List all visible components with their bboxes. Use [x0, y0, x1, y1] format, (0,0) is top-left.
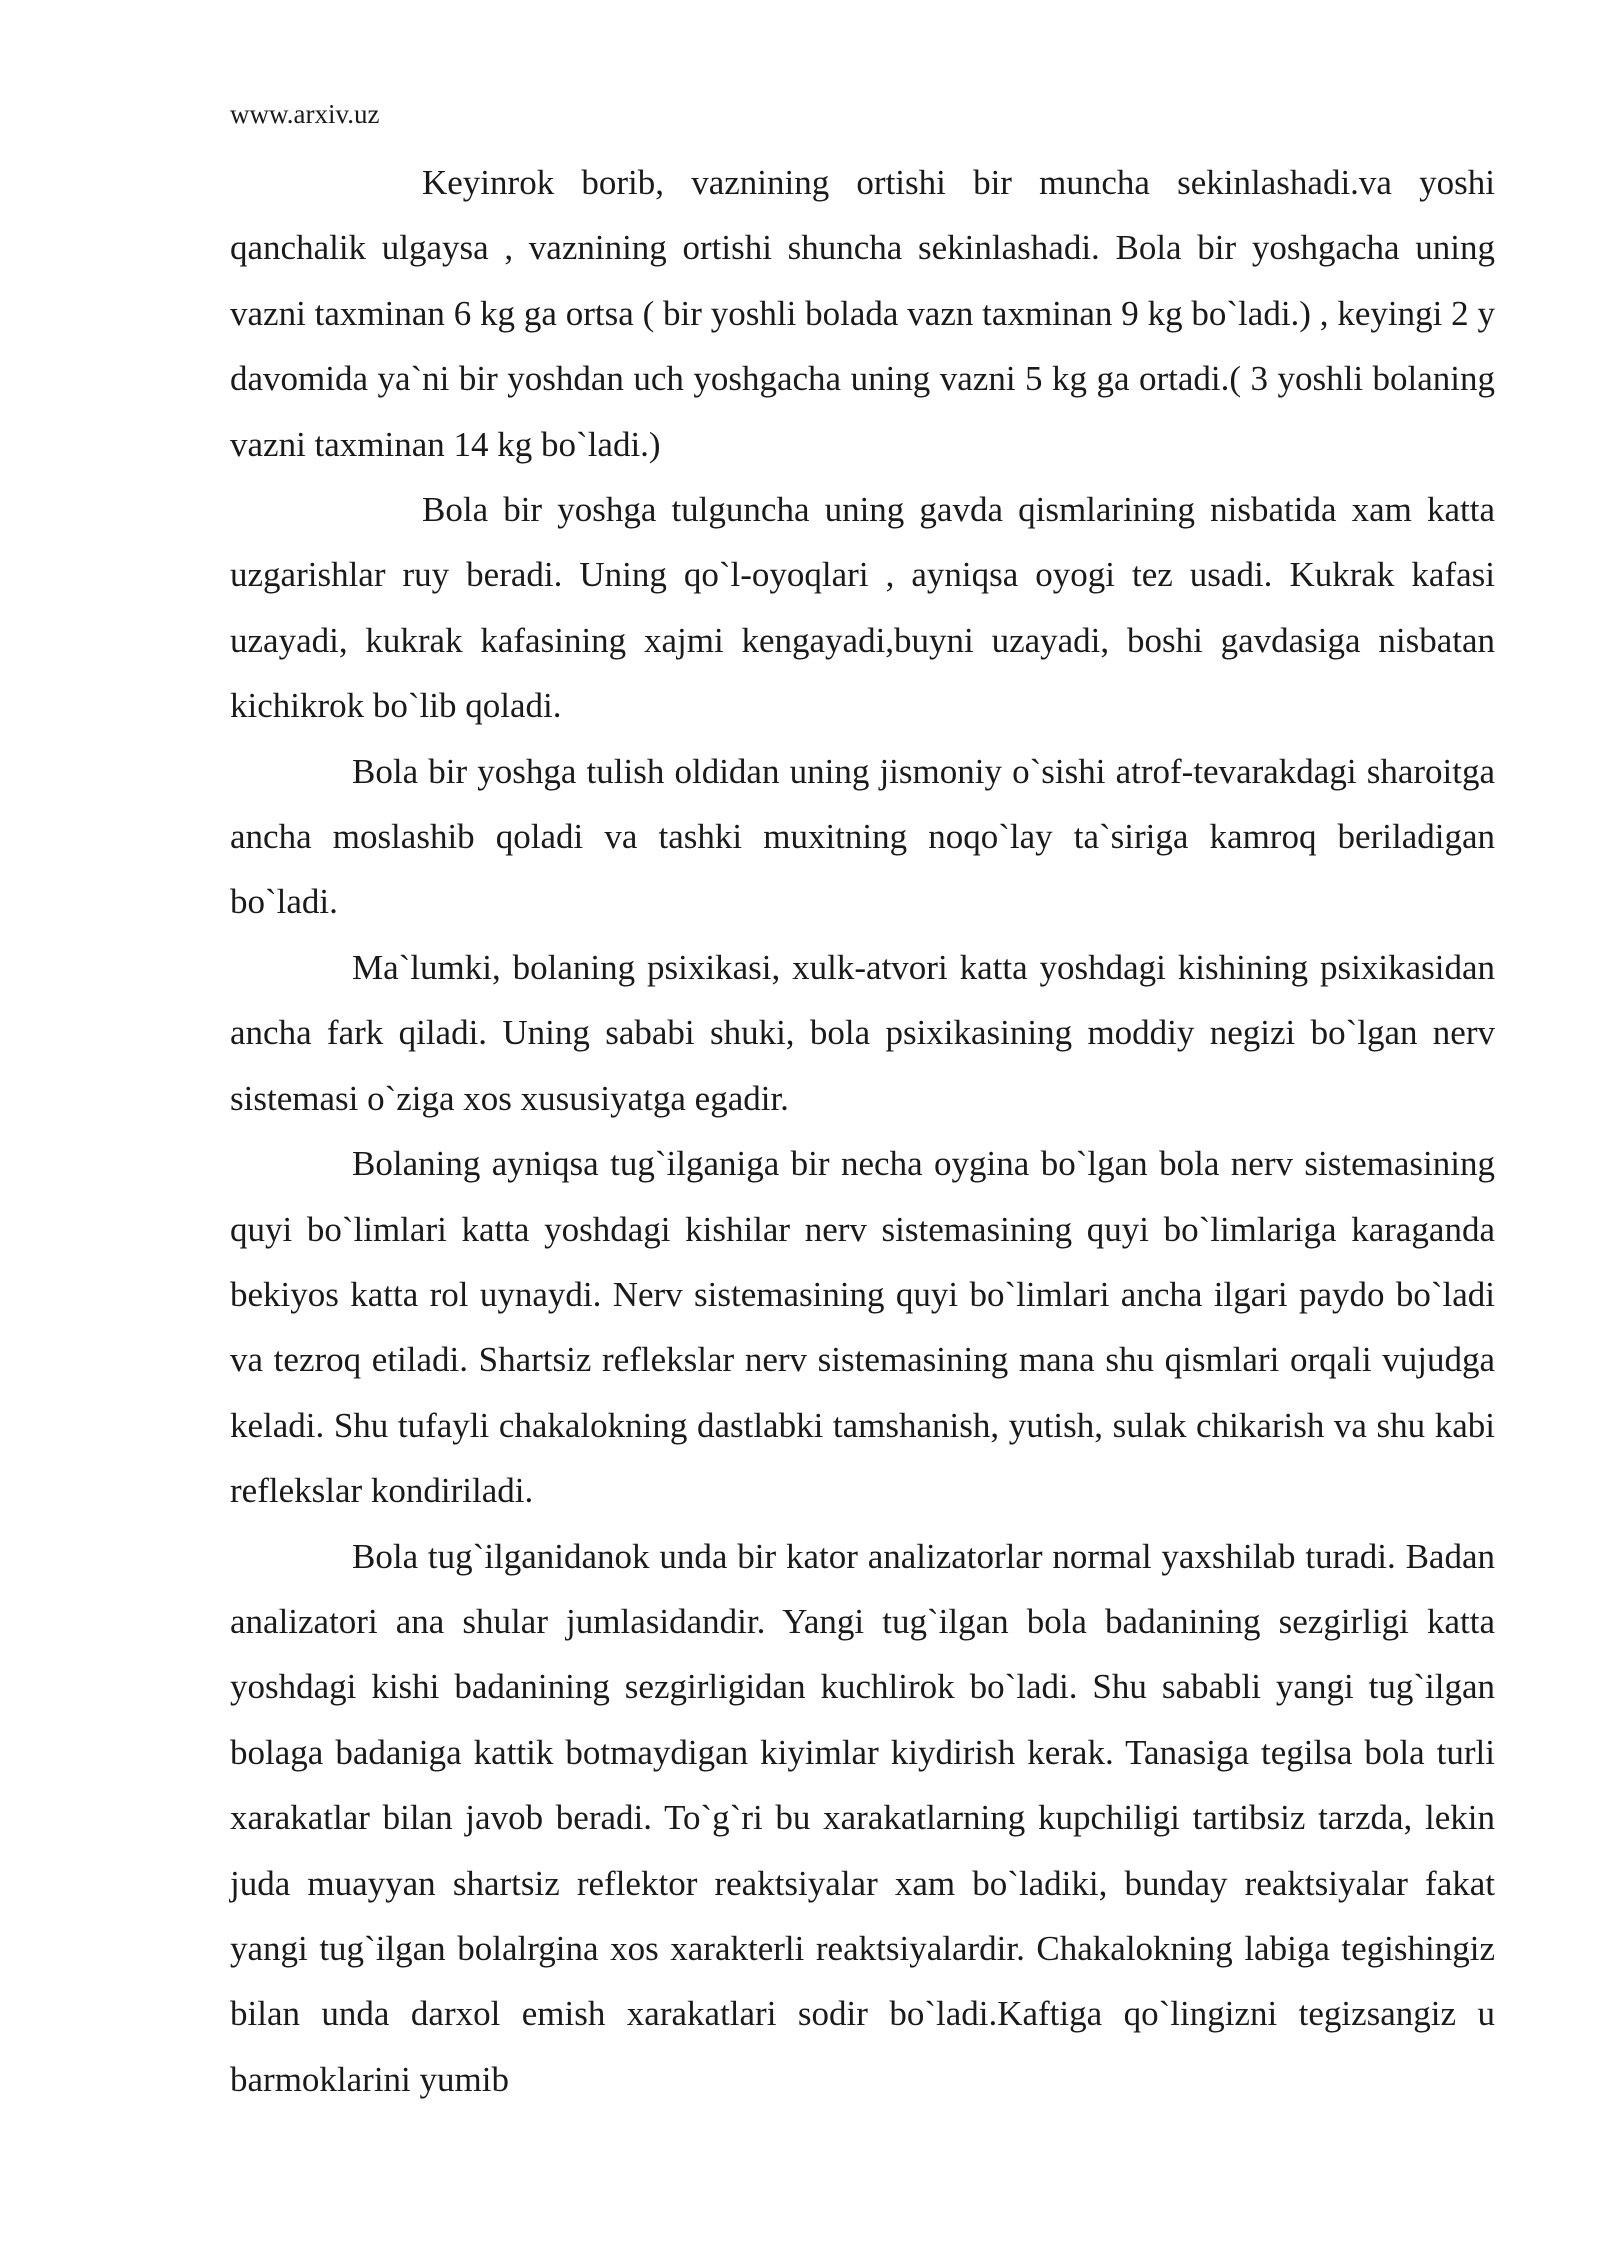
paragraph-child-psyche: Ma`lumki, bolaning psixikasi, xulk-atvori katta yoshdagi kishining psixikasidan ancha fark qiladi. Uning sababi shuki, bola psixikasining moddiy negizi bo`lgan nerv sistemasi o`ziga xos xususiyatga egadir. [230, 947, 1495, 1118]
paragraph-body-proportions: Bola bir yoshga tulguncha uning gavda qismlarining nisbatida xam katta uzgarishlar ruy beradi. Uning qo`l-oyoqlari , ayniqsa oyogi tez usadi. Kukrak kafasi uzayadi, kukrak kafasining xajmi kengayadi,buyni uzayadi, boshi gavdasiga nisbatan kichikrok bo`lib qoladi. [230, 490, 1495, 726]
body-text [230, 150, 1495, 2112]
header-url[interactable]: www.arxiv.uz [230, 99, 380, 129]
paragraph-nervous-system: Bolaning ayniqsa tug`ilganiga bir necha oygina bo`lgan bola nerv sistemasining quyi bo`limlari katta yoshdagi kishilar nerv sistemasining quyi bo`limlariga karaganda bekiyos katta rol uynaydi. Nerv sistemasining quyi bo`limlari ancha ilgari paydo bo`ladi va tezroq etiladi. Shartsiz reflekslar nerv sistemasining mana shu qismlari orqali vujudga keladi. Shu tufayli chakalokning dastlabki tamshanish, yutish, sulak chikarish va shu kabi reflekslar kondiriladi. [230, 1144, 1495, 1511]
paragraph-physical-adaptation: Bola bir yoshga tulish oldidan uning jismoniy o`sishi atrof-tevarakdagi sharoitga ancha moslashib qoladi va tashki muxitning noqo`lay ta`siriga kamroq beriladigan bo`ladi. [230, 751, 1495, 922]
paragraph-weight-gain: Keyinrok borib, vaznining ortishi bir muncha sekinlashadi.va yoshi qanchalik ulgaysa , vaznining ortishi shuncha sekinlashadi. Bola bir yoshgacha uning vazni taxminan 6 kg ga ortsa ( bir yoshli bolada vazn taxminan 9 kg bo`ladi.) , keyingi 2 y davomida ya`ni bir yoshdan uch yoshgacha uning vazni 5 kg ga ortadi.( 3 yoshli bolaning vazni taxminan 14 kg bo`ladi.) [230, 163, 1495, 464]
paragraph-newborn-analyzers: Bola tug`ilganidanok unda bir kator analizatorlar normal yaxshilab turadi. Badan analizatori ana shular jumlasidandir. Yangi tug`ilgan bola badanining sezgirligi katta yoshdagi kishi badanining sezgirligidan kuchlirok bo`ladi. Shu sababli yangi tug`ilgan bolaga badaniga kattik botmaydigan kiyimlar kiydirish kerak. Tanasiga tegilsa bola turli xarakatlar bilan javob beradi. To`g`ri bu xarakatlarning kupchiligi tartibsiz tarzda, lekin juda muayyan shartsiz reflektor reaktsiyalar xam bo`ladiki, bunday reaktsiyalar fakat yangi tug`ilgan bolalrgina xos xarakterli reaktsiyalardir. Chakalokning labiga tegishingiz bilan unda darxol emish xarakatlari sodir bo`ladi.Kaftiga qo`lingizni tegizsangiz u barmoklarini yumib [230, 1536, 1495, 2099]
